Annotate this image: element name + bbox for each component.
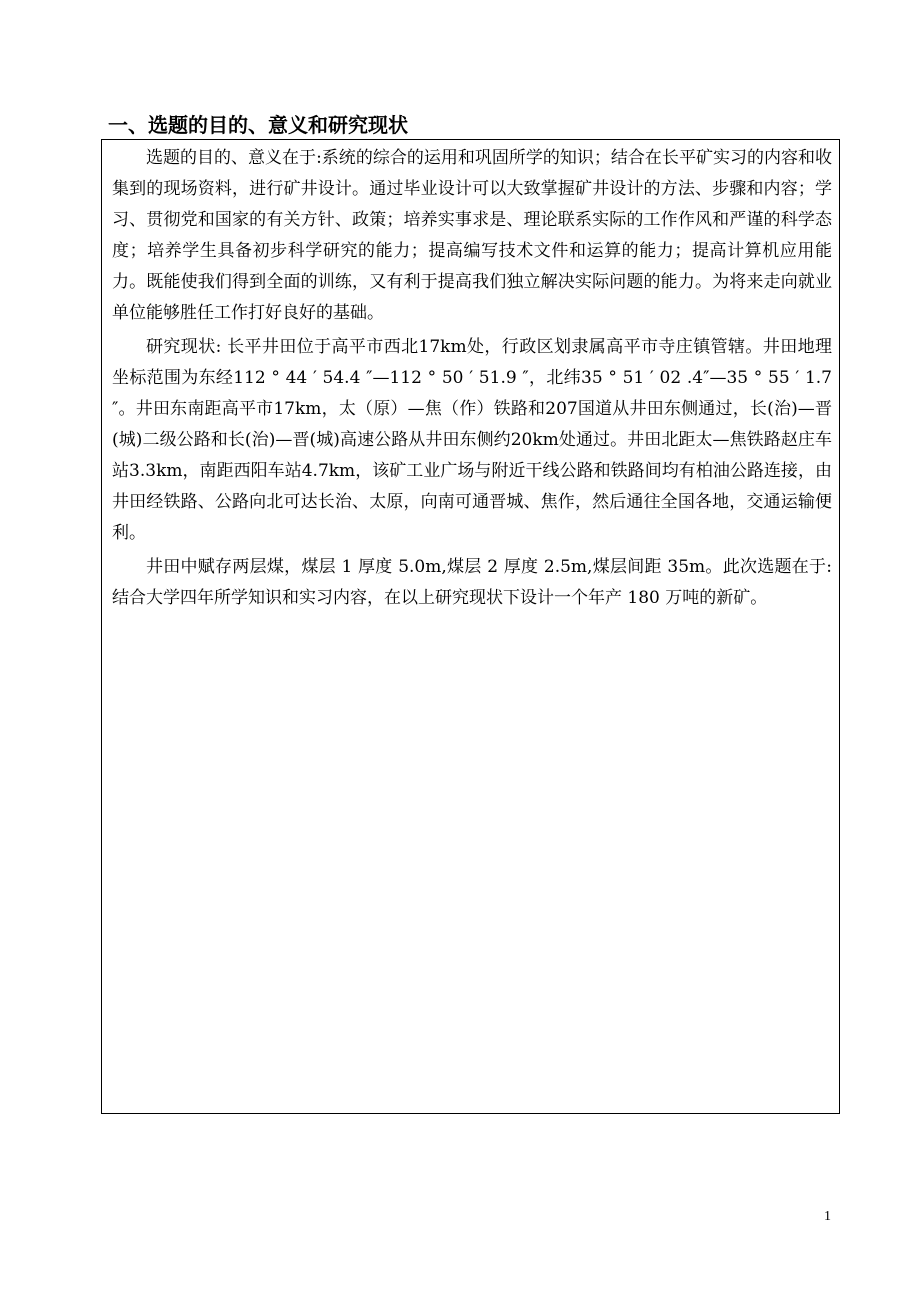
content-box bbox=[101, 139, 840, 1114]
page-number: 1 bbox=[824, 1209, 831, 1224]
paragraph-coal-seams: 井田中赋存两层煤，煤层 1 厚度 5.0m,煤层 2 厚度 2.5m,煤层间距 35m。此次选题在于:结合大学四年所学知识和实习内容，在以上研究现状下设计一个年产 180 万吨的新矿。 bbox=[112, 557, 832, 608]
section-heading: 一、选题的目的、意义和研究现状 bbox=[108, 113, 408, 137]
paragraph-purpose: 选题的目的、意义在于:系统的综合的运用和巩固所学的知识；结合在长平矿实习的内容和收集到的现场资料，进行矿井设计。通过毕业设计可以大致掌握矿井设计的方法、步骤和内容；学习、贯彻党和国家的有关方针、政策；培养实事求是、理论联系实际的工作作风和严谨的科学态度；培养学生具备初步科学研究的能力；提高编写技术文件和运算的能力；提高计算机应用能力。既能使我们得到全面的训练，又有利于提高我们独立解决实际问题的能力。为将来走向就业单位能够胜任工作打好良好的基础。 bbox=[112, 148, 832, 323]
paragraph-research-status: 研究现状: 长平井田位于高平市西北17km处，行政区划隶属高平市寺庄镇管辖。井田地理坐标范围为东经112 ° 44 ′ 54.4 ″—112 ° 50 ′ 51.9 ″，北纬35 ° 51 ′ 02 .4″—35 ° 55 ′ 1.7 ″。井田东南距高平市17km，太（原）—焦（作）铁路和207国道从井田东侧通过，长(治)—晋(城)二级公路和长(治)—晋(城)高速公路从井田东侧约20km处通过。井田北距太—焦铁路赵庄车站3.3km，南距西阳车站4.7km，该矿工业广场与附近干线公路和铁路间均有柏油公路连接，由井田经铁路、公路向北可达长治、太原，向南可通晋城、焦作，然后通往全国各地，交通运输便利。 bbox=[112, 337, 832, 543]
body-text bbox=[112, 143, 832, 617]
